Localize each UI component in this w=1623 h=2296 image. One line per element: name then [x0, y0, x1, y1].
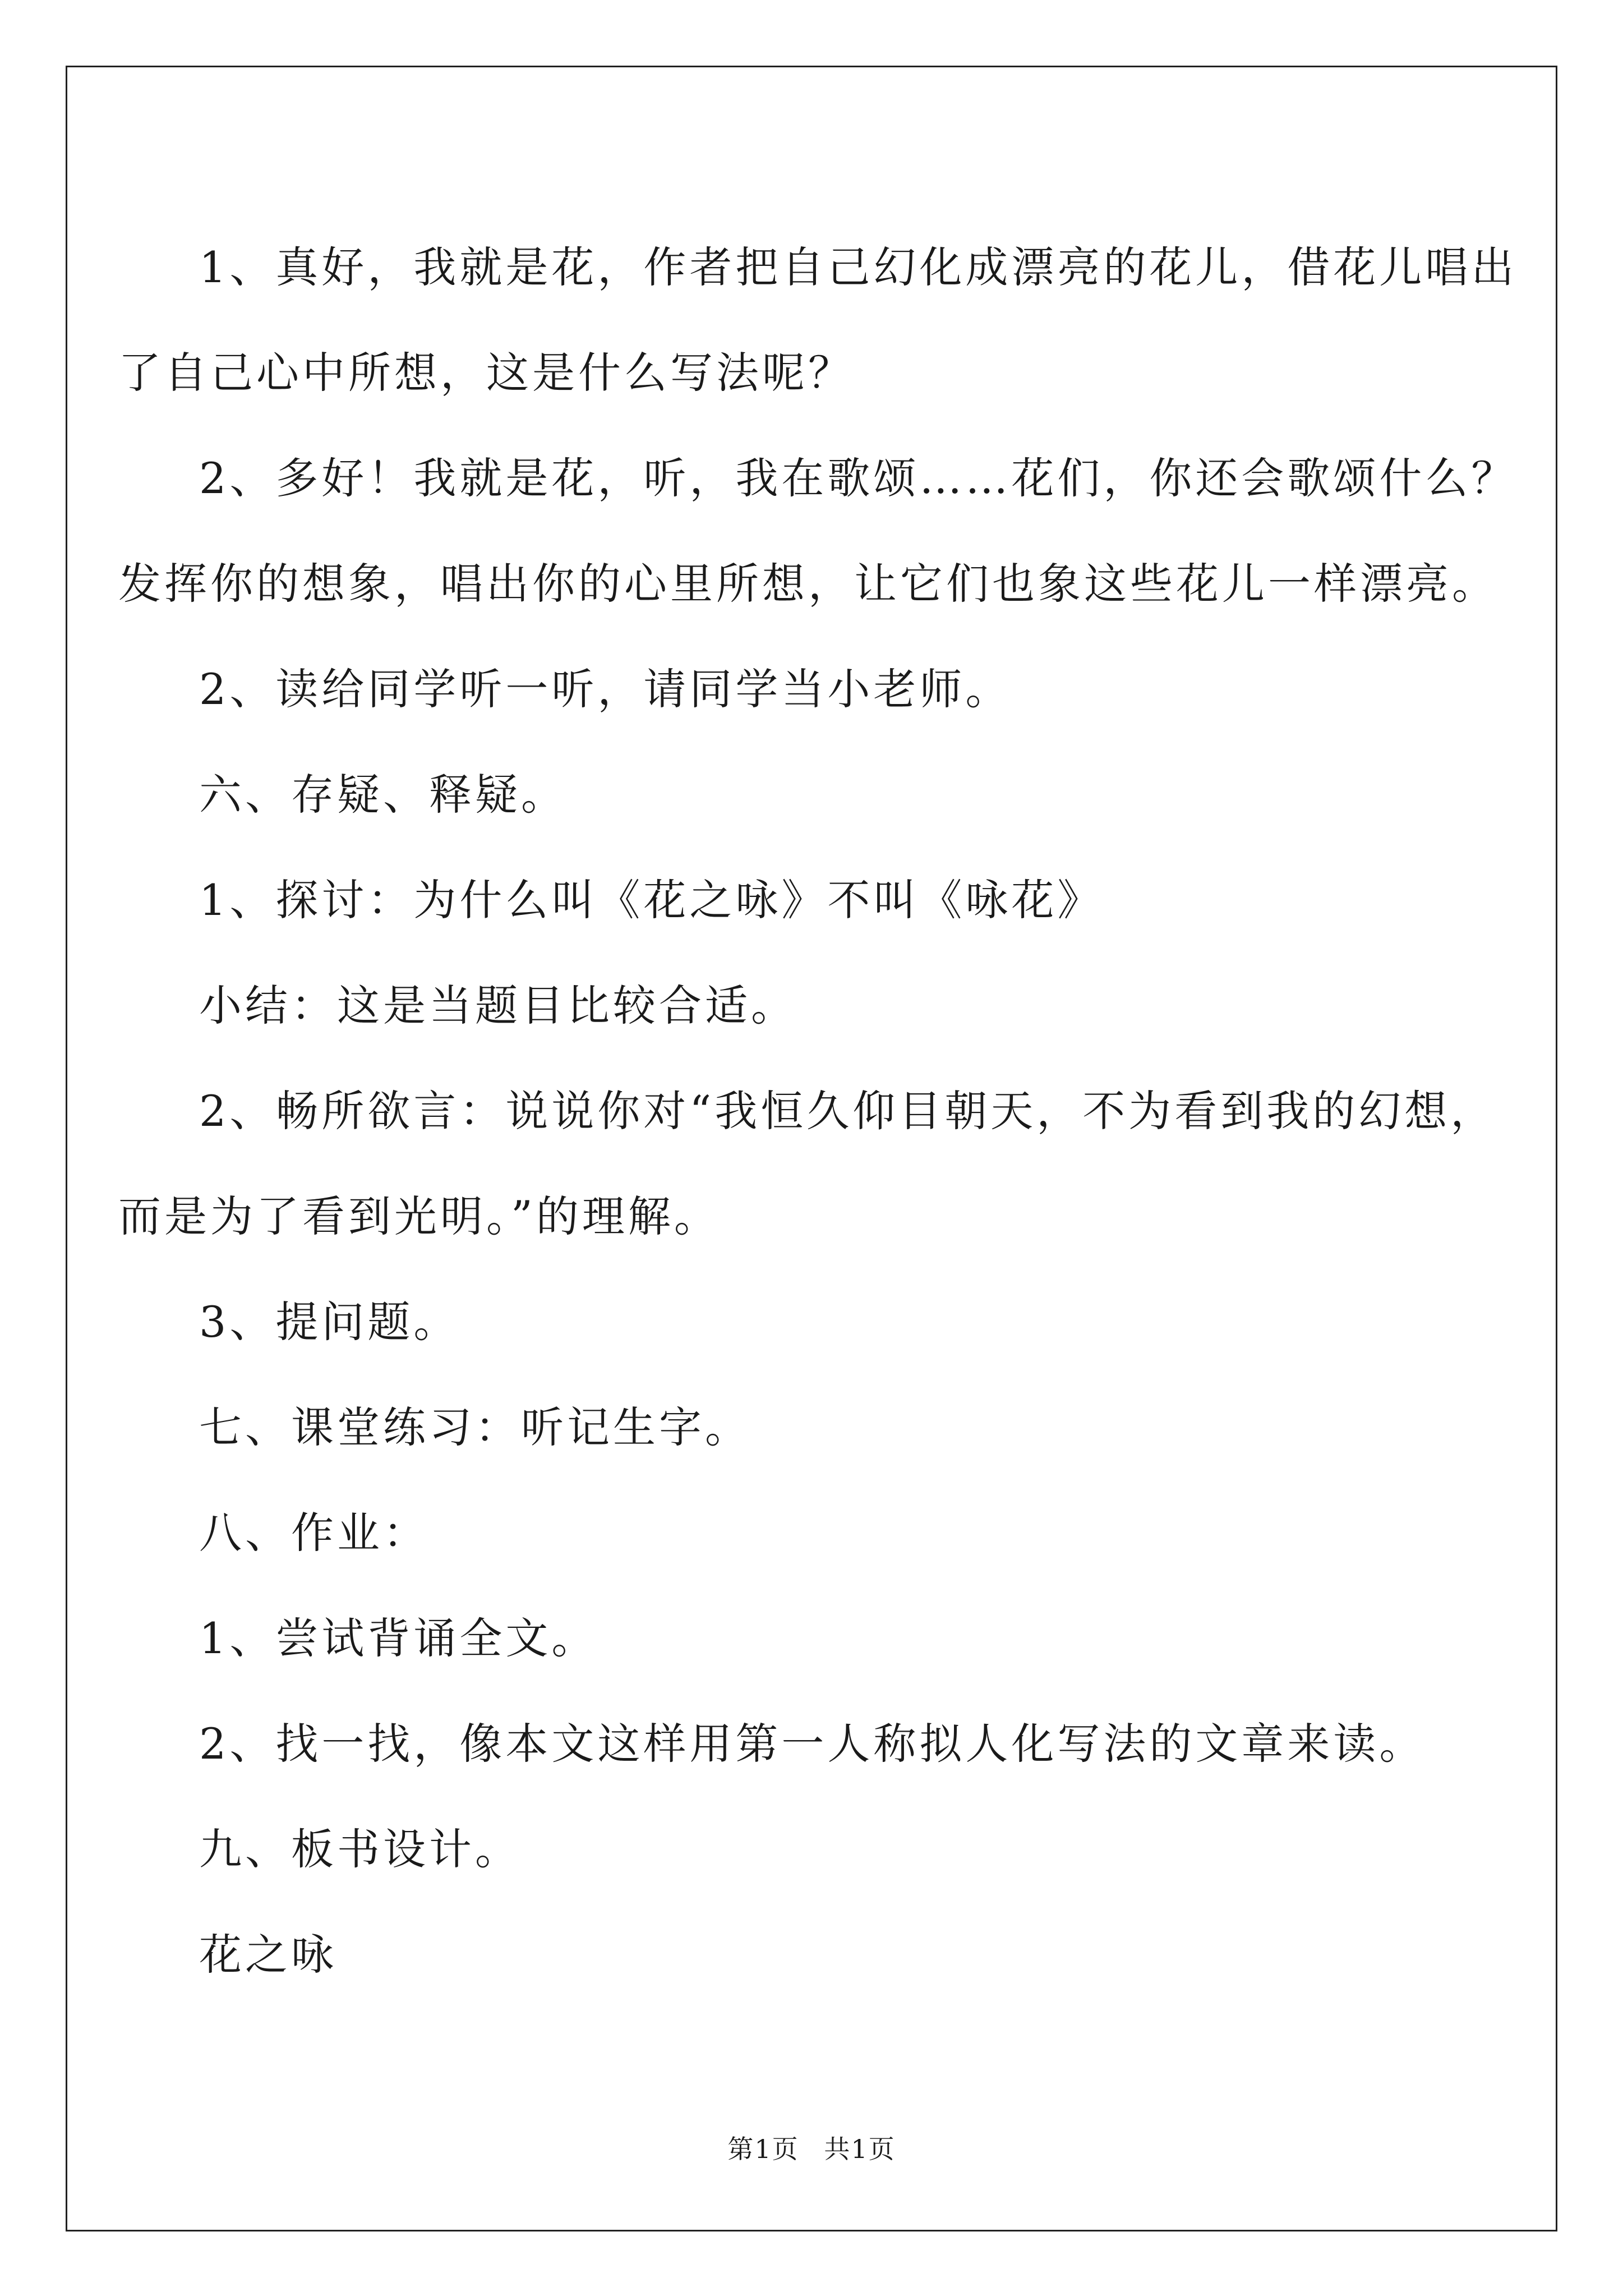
- paragraph-line: 1、尝试背诵全文。: [199, 1613, 598, 1663]
- paragraph-line: 2、找一找，像本文这样用第一人称拟人化写法的文章来读。: [199, 1719, 1426, 1769]
- paragraph-line: 2、畅所欲言：说说你对“我恒久仰目朝天，不为看到我的幻想，: [199, 1086, 1497, 1136]
- paragraph-line: 而是为了看到光明。”的理解。: [118, 1191, 720, 1241]
- page-number: 第1页: [727, 2134, 799, 2164]
- section-heading: 八、作业：: [199, 1508, 429, 1558]
- section-heading: 六、存疑、释疑。: [199, 770, 567, 820]
- page-total: 共1页: [824, 2134, 896, 2164]
- page-footer: [0, 2129, 1623, 2166]
- paragraph-line: 小结：这是当题目比较合适。: [199, 981, 797, 1030]
- paragraph-line: 了自己心中所想，这是什么写法呢？: [118, 348, 854, 398]
- paragraph-line: 1、探讨：为什么叫《花之咏》不叫《咏花》: [199, 875, 1104, 925]
- paragraph-line: 1、真好，我就是花，作者把自己幻化成漂亮的花儿，借花儿唱出: [199, 242, 1518, 292]
- paragraph-line: 2、读给同学听一听，请同学当小老师。: [199, 664, 1012, 714]
- section-heading: 九、板书设计。: [199, 1824, 521, 1874]
- document-body: [118, 215, 1518, 2008]
- paragraph-line: 花之咏: [199, 1930, 337, 1980]
- section-heading: 七、课堂练习：听记生字。: [199, 1402, 751, 1452]
- paragraph-line: 2、多好！我就是花，听，我在歌颂……花们，你还会歌颂什么？: [199, 453, 1518, 503]
- paragraph-line: 发挥你的想象，唱出你的心里所想，让它们也象这些花儿一样漂亮。: [118, 559, 1498, 609]
- paragraph-line: 3、提问题。: [199, 1297, 460, 1347]
